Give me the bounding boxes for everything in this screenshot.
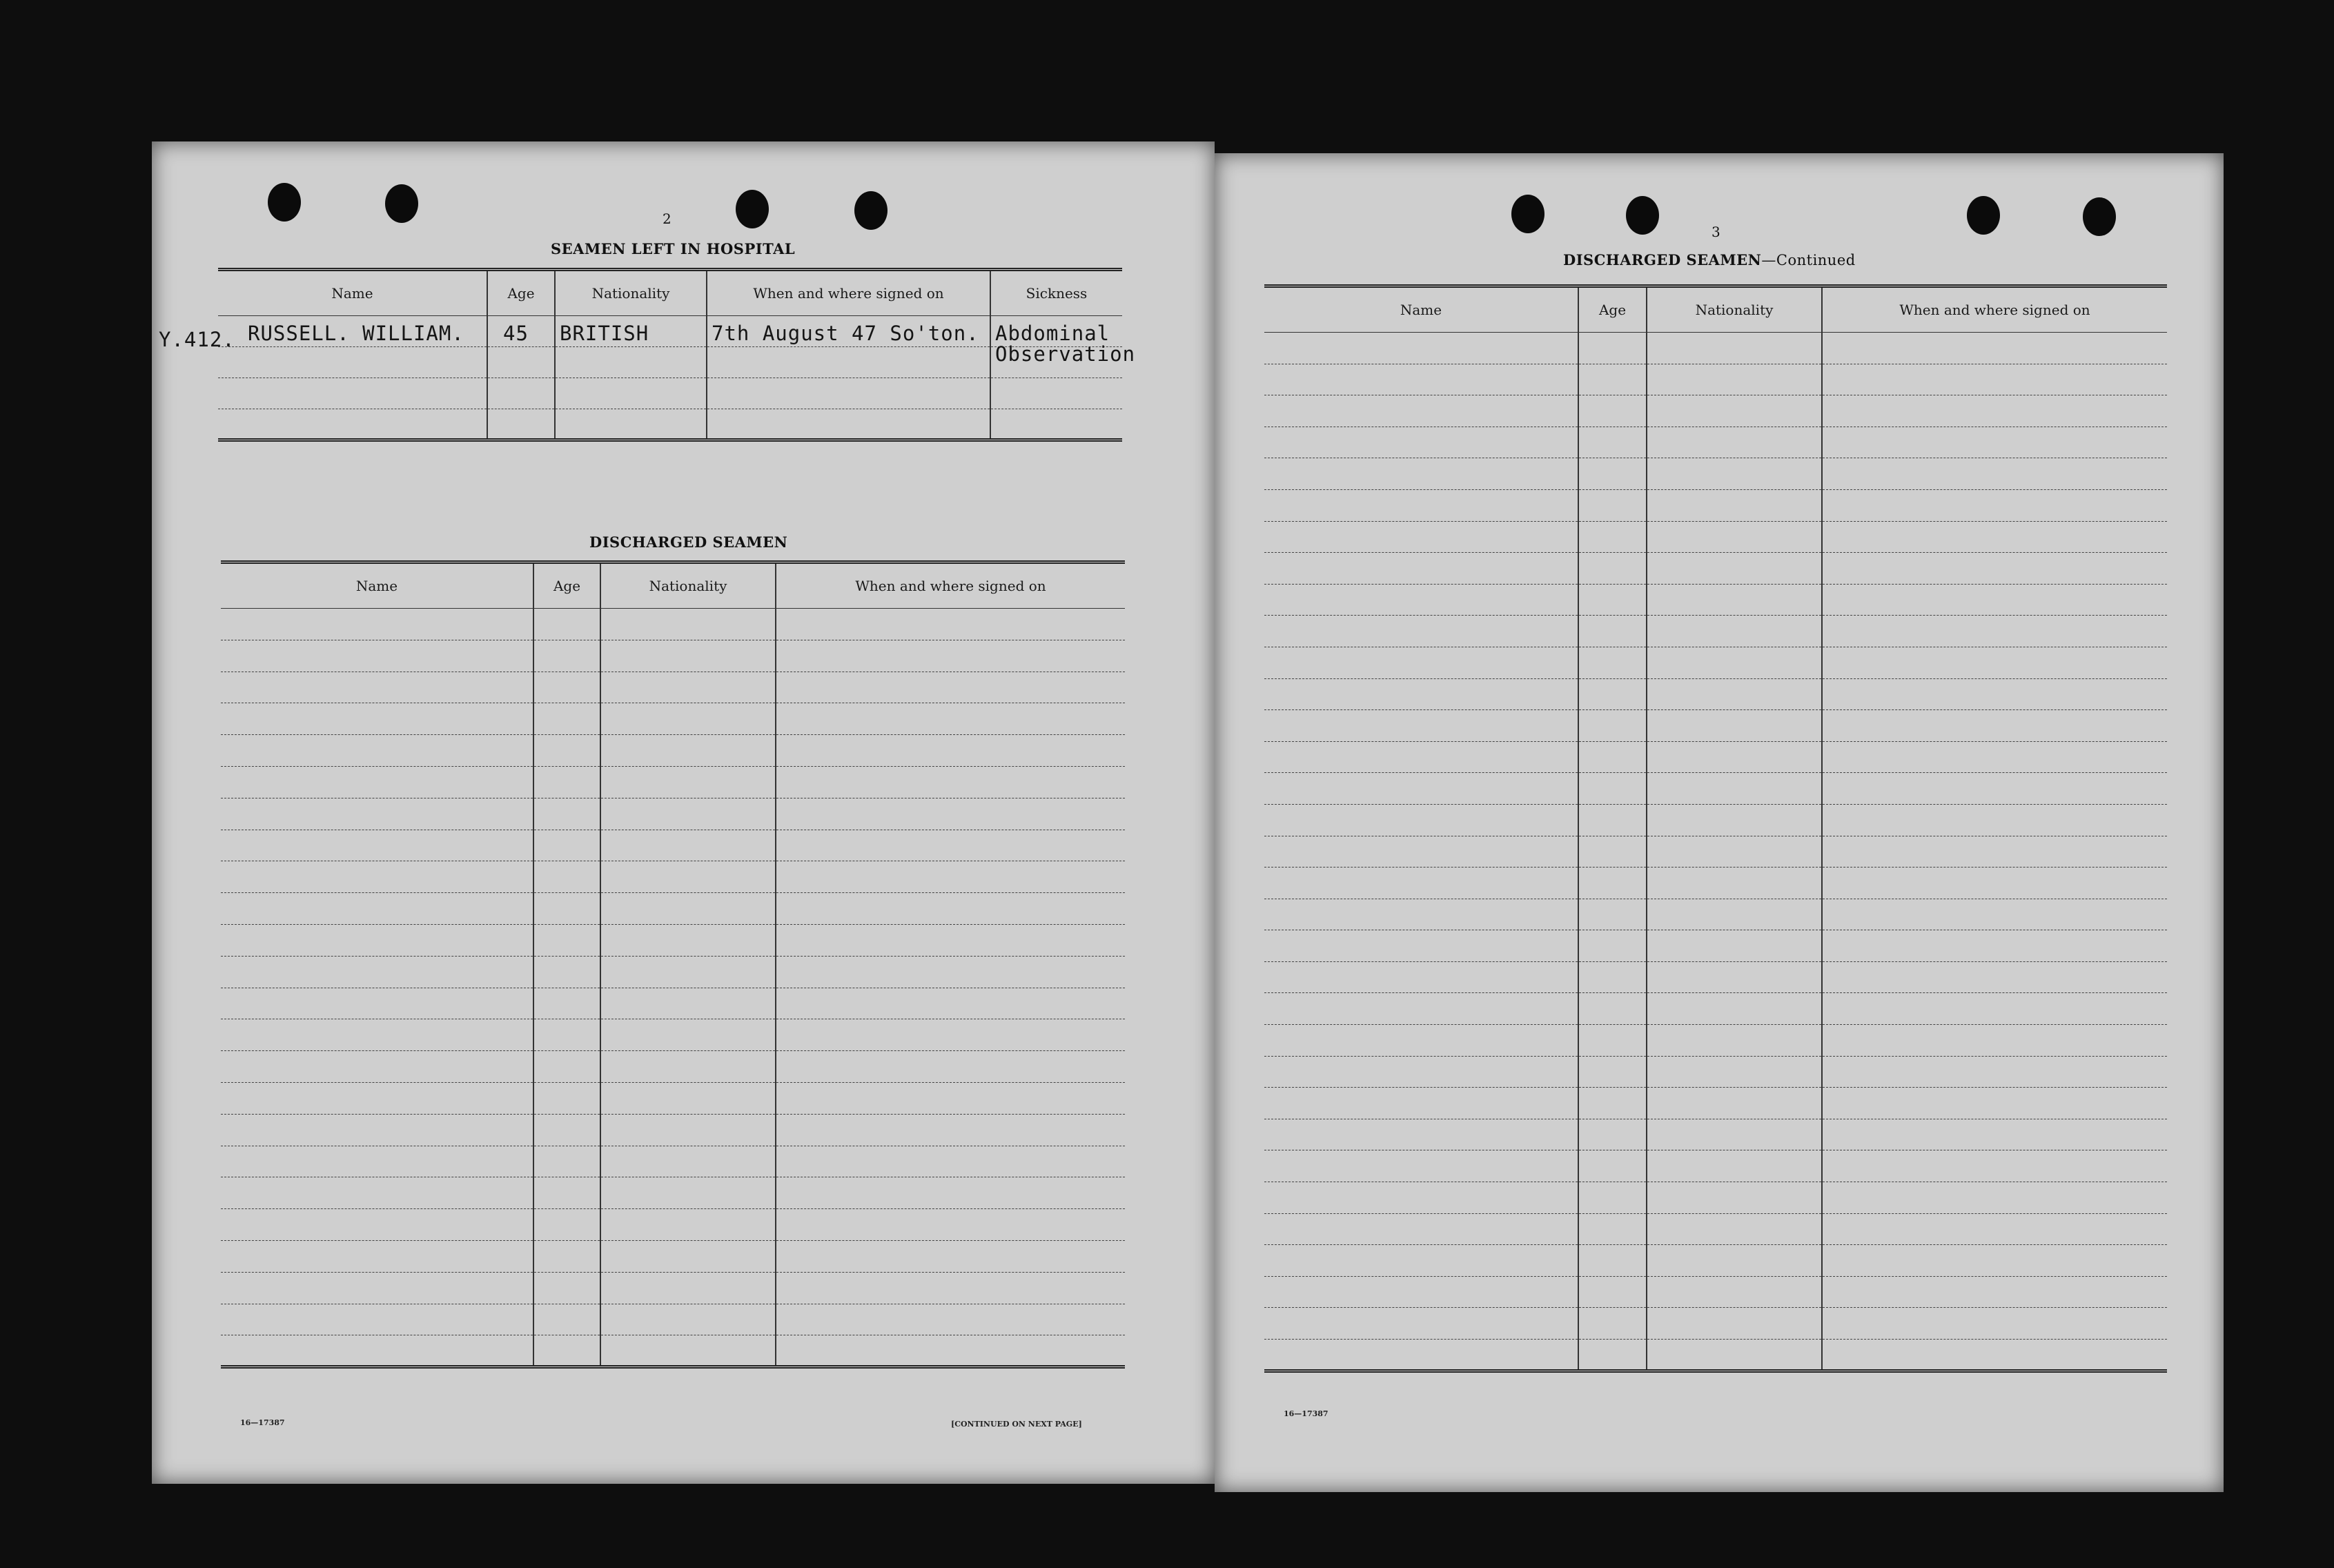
table-row <box>1264 836 2167 868</box>
table-row <box>1264 395 2167 427</box>
table-row <box>1264 1245 2167 1277</box>
punch-hole-icon <box>736 190 769 228</box>
entry-ref: Y.412. <box>159 328 235 351</box>
table-row <box>221 640 1125 672</box>
table-row <box>1264 1150 2167 1182</box>
table-row <box>1264 1340 2167 1371</box>
table-row <box>221 609 1125 640</box>
form-number: 16—17387 <box>240 1418 285 1427</box>
entry-name: RUSSELL. WILLIAM. <box>248 322 464 345</box>
punch-hole-icon <box>1626 196 1659 235</box>
discharged-continued-title <box>1563 251 1856 268</box>
table-row <box>221 1146 1125 1177</box>
entry-sickness: Abdominal <box>995 322 1110 345</box>
table-row <box>1264 647 2167 678</box>
table-row <box>1264 710 2167 742</box>
table-row <box>221 672 1125 703</box>
entry-nationality: BRITISH <box>560 322 649 345</box>
table-row <box>221 798 1125 830</box>
col-header-signed-on: When and where signed on <box>1822 286 2167 333</box>
punch-hole-icon <box>385 184 418 223</box>
table-row <box>221 703 1125 735</box>
col-header-name: Name <box>218 270 487 316</box>
table-row <box>1264 961 2167 993</box>
table-row <box>1264 616 2167 647</box>
table-row <box>221 1082 1125 1114</box>
table-row <box>1264 899 2167 930</box>
table-row <box>1264 1213 2167 1245</box>
punch-hole-icon <box>854 191 887 230</box>
col-header-name: Name <box>1264 286 1578 333</box>
table-row <box>1264 868 2167 899</box>
table-row <box>1264 804 2167 836</box>
table-row <box>1264 553 2167 585</box>
table-row <box>221 830 1125 861</box>
form-number: 16—17387 <box>1284 1409 1328 1418</box>
entry-signed-on: 7th August 47 So'ton. <box>712 322 979 345</box>
table-row <box>221 988 1125 1019</box>
table-row <box>221 1209 1125 1241</box>
table-row <box>1264 1088 2167 1119</box>
col-header-name: Name <box>221 562 533 609</box>
table-row <box>221 1272 1125 1304</box>
table-row <box>221 1051 1125 1083</box>
col-header-age: Age <box>533 562 600 609</box>
table-row <box>221 1335 1125 1367</box>
left-page <box>152 141 1215 1484</box>
table-row <box>218 316 1122 347</box>
table-row <box>1264 741 2167 773</box>
col-header-nationality: Nationality <box>555 270 707 316</box>
table-row <box>221 766 1125 798</box>
col-header-nationality: Nationality <box>1647 286 1822 333</box>
table-row <box>221 924 1125 956</box>
table-row <box>221 861 1125 893</box>
table-row <box>218 347 1122 378</box>
table-row <box>1264 993 2167 1025</box>
table-row <box>1264 489 2167 521</box>
table-row <box>1264 1025 2167 1057</box>
table-row <box>1264 930 2167 962</box>
table-row <box>221 1114 1125 1146</box>
discharged-section-title: DISCHARGED SEAMEN <box>589 533 788 551</box>
section-title-text: DISCHARGED SEAMEN <box>1563 251 1762 268</box>
discharged-continued-table <box>1264 284 2167 1373</box>
table-row <box>218 378 1122 409</box>
punch-hole-icon <box>2083 197 2116 236</box>
col-header-sickness: Sickness <box>990 270 1122 316</box>
table-row <box>221 735 1125 767</box>
col-header-age: Age <box>487 270 555 316</box>
table-row <box>1264 773 2167 805</box>
table-row <box>1264 458 2167 490</box>
punch-hole-icon <box>1967 196 2000 235</box>
table-row <box>221 893 1125 925</box>
table-row <box>1264 333 2167 364</box>
table-row <box>1264 584 2167 616</box>
continued-note: [CONTINUED ON NEXT PAGE] <box>951 1420 1082 1429</box>
discharged-table <box>221 560 1125 1369</box>
section-title-suffix: —Continued <box>1761 252 1856 268</box>
page-number: 2 <box>663 210 671 227</box>
table-row <box>218 409 1122 440</box>
col-header-signed-on: When and where signed on <box>707 270 990 316</box>
table-row <box>221 1177 1125 1209</box>
table-row <box>1264 521 2167 553</box>
table-row <box>1264 1056 2167 1088</box>
table-row <box>1264 1276 2167 1308</box>
col-header-signed-on: When and where signed on <box>776 562 1125 609</box>
punch-hole-icon <box>1511 195 1544 233</box>
right-page <box>1215 153 2224 1492</box>
table-row <box>1264 1308 2167 1340</box>
table-row <box>1264 1119 2167 1150</box>
hospital-table <box>218 268 1136 442</box>
table-row <box>1264 364 2167 395</box>
col-header-nationality: Nationality <box>600 562 776 609</box>
table-row <box>221 1240 1125 1272</box>
table-row <box>221 1304 1125 1335</box>
entry-sickness-continued: Observation <box>995 342 1136 366</box>
table-row <box>1264 678 2167 710</box>
col-header-age: Age <box>1578 286 1647 333</box>
table-row <box>1264 1182 2167 1214</box>
table-row <box>1264 427 2167 458</box>
table-row <box>221 1019 1125 1051</box>
page-number: 3 <box>1712 224 1720 240</box>
table-row <box>221 956 1125 988</box>
entry-age: 45 <box>503 322 529 345</box>
hospital-section-title: SEAMEN LEFT IN HOSPITAL <box>551 240 796 257</box>
punch-hole-icon <box>268 183 301 222</box>
